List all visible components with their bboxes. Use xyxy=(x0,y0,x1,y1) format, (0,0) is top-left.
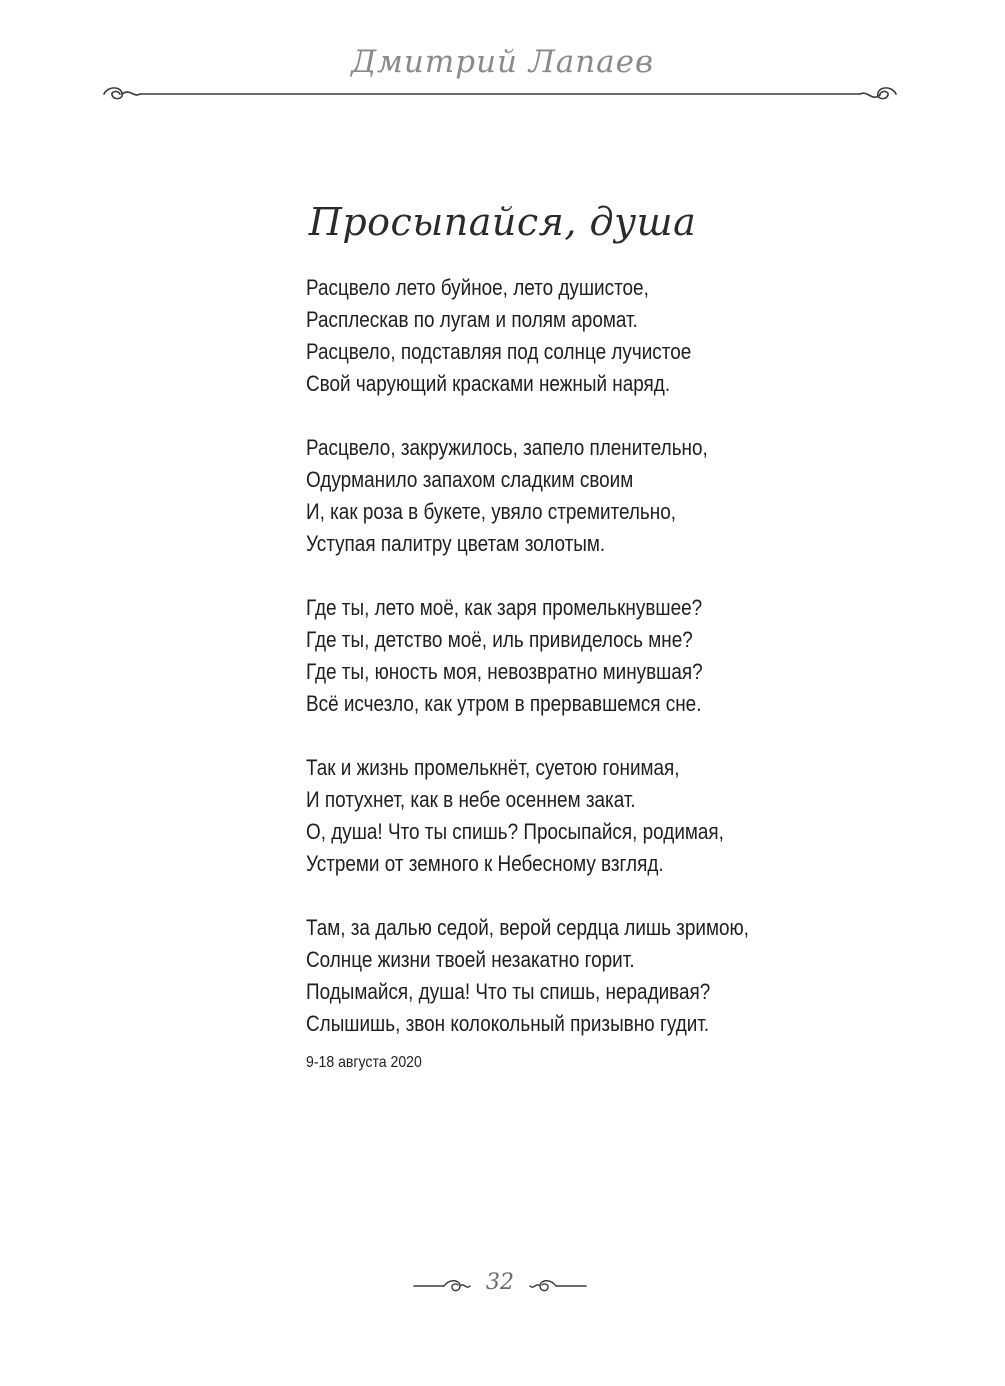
poem-line: И потухнет, как в небе осеннем закат. xyxy=(306,787,636,812)
poem-line: Расплескав по лугам и полям аромат. xyxy=(306,307,638,332)
poem-line: Расцвело, закружилось, запело пленительно, xyxy=(306,435,708,460)
stanza xyxy=(306,592,906,720)
stanza xyxy=(306,432,906,560)
poem-line: Так и жизнь промелькнёт, суетою гонимая, xyxy=(306,755,680,780)
poem-line: Расцвело, подставляя под солнце лучистое xyxy=(306,339,692,364)
poem-line: Где ты, детство моё, иль привиделось мне? xyxy=(306,627,693,652)
poem-date: 9-18 августа 2020 xyxy=(306,1054,422,1071)
poem-line: Там, за далью седой, верой сердца лишь зримою, xyxy=(306,915,749,940)
poem-line: Уступая палитру цветам золотым. xyxy=(306,531,606,556)
poem-body xyxy=(306,272,906,1072)
poem-line: О, душа! Что ты спишь? Просыпайся, родимая, xyxy=(306,819,724,844)
poem-title: Просыпайся, душа xyxy=(308,200,697,244)
poem-line: Солнце жизни твоей незакатно горит. xyxy=(306,947,635,972)
author-name: Дмитрий Лапаев xyxy=(350,44,655,80)
page-header xyxy=(0,0,1005,120)
poem-line: Всё исчезло, как утром в прервавшемся сне. xyxy=(306,691,702,716)
poem-line: Свой чарующий красками нежный наряд. xyxy=(306,371,671,396)
stanza xyxy=(306,912,906,1040)
header-ornament-rule xyxy=(100,82,900,106)
poem-line: Где ты, юность моя, невозвратно минувшая? xyxy=(306,659,703,684)
poem-line: Подымайся, душа! Что ты спишь, нерадивая? xyxy=(306,979,711,1004)
stanza xyxy=(306,272,906,400)
poem-line: Расцвело лето буйное, лето душистое, xyxy=(306,275,649,300)
poem-line: Где ты, лето моё, как заря промелькнувшее? xyxy=(306,595,703,620)
page-number: 32 xyxy=(486,1270,514,1295)
poem-line: И, как роза в букете, увяло стремительно, xyxy=(306,499,677,524)
poem-line: Слышишь, звон колокольный призывно гудит. xyxy=(306,1011,710,1036)
stanza xyxy=(306,752,906,880)
poem-line: Одурманило запахом сладким своим xyxy=(306,467,634,492)
poem-line: Устреми от земного к Небесному взгляд. xyxy=(306,851,664,876)
